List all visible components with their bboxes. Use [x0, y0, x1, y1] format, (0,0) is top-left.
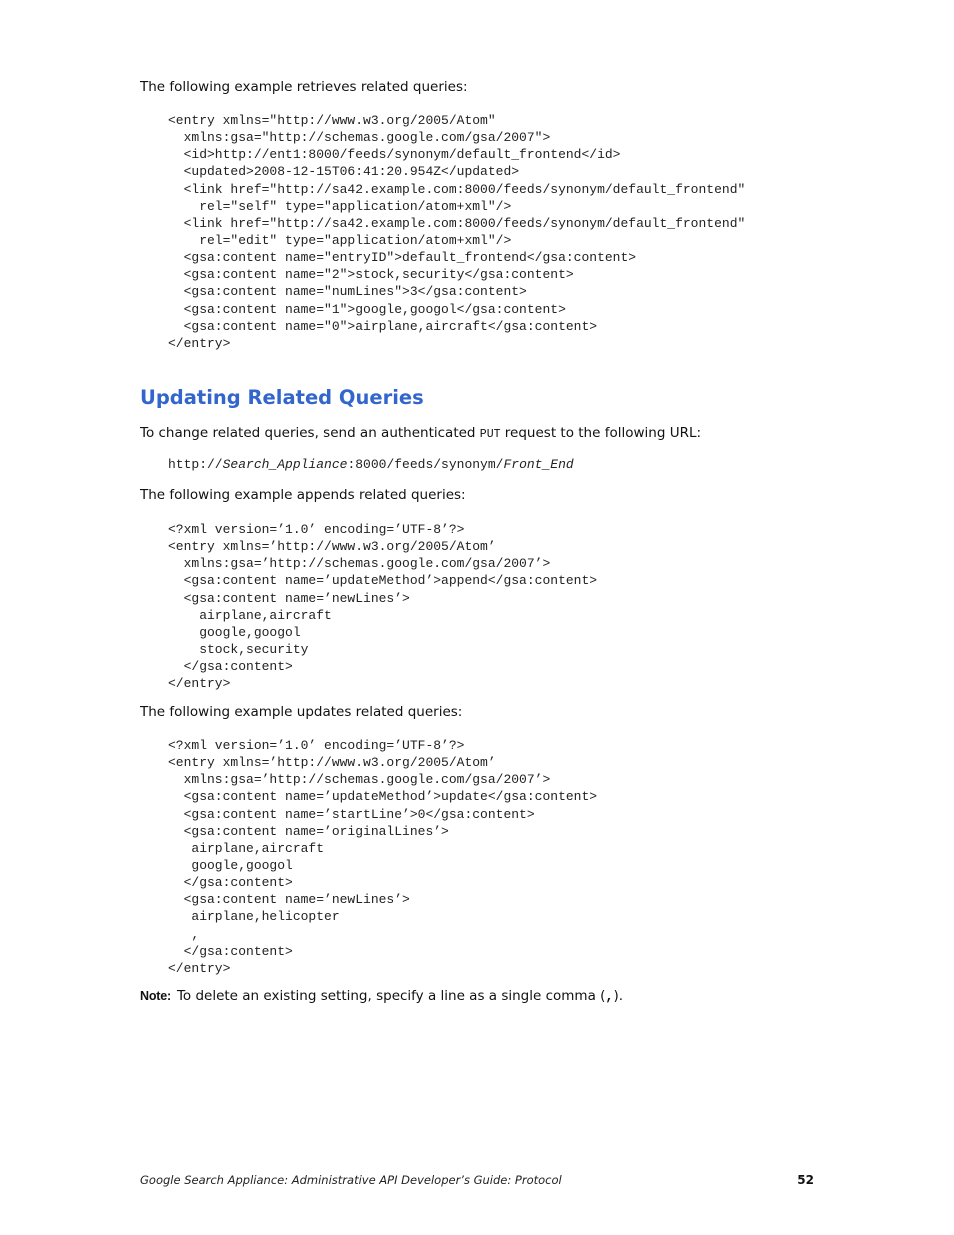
code-line: <gsa:content name="numLines">3</gsa:content>	[168, 284, 527, 300]
code-line: <gsa:content name=’updateMethod’>append</gsa:content>	[168, 573, 598, 589]
change-intro-text	[140, 425, 701, 441]
code-block-update	[168, 737, 597, 977]
code-line: </gsa:content>	[168, 659, 293, 675]
feed-url	[168, 457, 574, 472]
code-line: </entry>	[168, 960, 231, 976]
url-middle: :8000/feeds/synonym/	[347, 457, 504, 472]
code-line: <link href="http://sa42.example.com:8000/feeds/synonym/default_frontend"	[168, 181, 746, 197]
footer-title: Google Search Appliance: Administrative API Developer’s Guide: Protocol	[140, 1173, 562, 1187]
section-heading: Updating Related Queries	[140, 386, 424, 409]
code-line: <gsa:content name=’updateMethod’>update</gsa:content>	[168, 789, 598, 805]
code-line: <gsa:content name=’originalLines’>	[168, 823, 449, 839]
note-callout	[140, 988, 623, 1005]
code-block-append	[168, 521, 597, 692]
note-label: Note:	[140, 989, 171, 1003]
code-line: </gsa:content>	[168, 875, 293, 891]
intro-update-text: The following example updates related queries:	[140, 704, 463, 720]
code-line: stock,security	[168, 641, 309, 657]
code-line: xmlns:gsa=’http://schemas.google.com/gsa/2007’>	[168, 556, 551, 572]
code-line: </gsa:content>	[168, 943, 293, 959]
code-line: airplane,aircraft	[168, 840, 325, 856]
url-frontend: Front_End	[503, 457, 574, 472]
code-block-retrieve	[168, 112, 745, 352]
intro-retrieve-text: The following example retrieves related queries:	[140, 79, 468, 95]
code-line: airplane,helicopter	[168, 909, 340, 925]
note-comma: ,	[605, 990, 614, 1005]
code-line: xmlns:gsa=’http://schemas.google.com/gsa/2007’>	[168, 772, 551, 788]
code-line: rel="self" type="application/atom+xml"/>	[168, 198, 512, 214]
code-line: <link href="http://sa42.example.com:8000/feeds/synonym/default_frontend"	[168, 215, 746, 231]
code-line: <gsa:content name=’newLines’>	[168, 892, 410, 908]
code-line: <gsa:content name=’newLines’>	[168, 590, 410, 606]
code-line: <gsa:content name="entryID">default_frontend</gsa:content>	[168, 250, 637, 266]
code-line: xmlns:gsa="http://schemas.google.com/gsa/2007">	[168, 130, 551, 146]
note-text-after: ).	[613, 988, 624, 1004]
code-line: <entry xmlns=’http://www.w3.org/2005/Atom’	[168, 539, 496, 555]
code-line: </entry>	[168, 335, 231, 351]
code-line: <entry xmlns="http://www.w3.org/2005/Atom"	[168, 113, 496, 128]
change-intro-before: To change related queries, send an authenticated	[140, 425, 480, 441]
url-prefix: http://	[168, 457, 223, 472]
code-line: <?xml version=’1.0’ encoding=’UTF-8’?>	[168, 738, 465, 753]
change-intro-after: request to the following URL:	[500, 425, 702, 441]
code-line: <gsa:content name="2">stock,security</gsa:content>	[168, 267, 574, 283]
code-line: airplane,aircraft	[168, 607, 332, 623]
code-line: ,	[168, 926, 200, 942]
code-line: </entry>	[168, 676, 231, 692]
code-line: google,googol	[168, 624, 301, 640]
code-line: <gsa:content name=’startLine’>0</gsa:content>	[168, 806, 535, 822]
put-method-code: PUT	[479, 428, 501, 441]
code-line: google,googol	[168, 857, 293, 873]
code-line: <entry xmlns=’http://www.w3.org/2005/Atom’	[168, 755, 496, 771]
code-line: <updated>2008-12-15T06:41:20.954Z</updated>	[168, 164, 520, 180]
code-line: <id>http://ent1:8000/feeds/synonym/default_frontend</id>	[168, 147, 621, 163]
intro-append-text: The following example appends related queries:	[140, 487, 466, 503]
note-text-before: To delete an existing setting, specify a line as a single comma (	[176, 988, 606, 1004]
url-host: Search_Appliance	[222, 457, 348, 472]
page-number: 52	[797, 1173, 814, 1187]
code-line: <gsa:content name="0">airplane,aircraft</gsa:content>	[168, 318, 598, 334]
code-line: <?xml version=’1.0’ encoding=’UTF-8’?>	[168, 522, 465, 537]
code-line: <gsa:content name="1">google,googol</gsa:content>	[168, 301, 566, 317]
code-line: rel="edit" type="application/atom+xml"/>	[168, 232, 512, 248]
